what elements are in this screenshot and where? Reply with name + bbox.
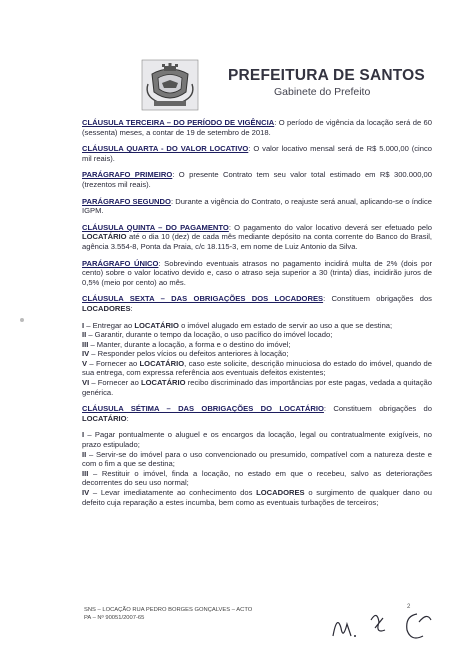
- tenant-term: LOCATÁRIO: [82, 413, 127, 423]
- clause-title: PARÁGRAFO SEGUNDO: [82, 196, 171, 206]
- list-item: [82, 488, 432, 507]
- item-number: III: [82, 339, 89, 349]
- item-text: – Pagar pontualmente o aluguel e os encargos da locação, legal ou contratualmente exigíveis, no prazo estipulado;: [82, 430, 432, 450]
- list-item: [82, 450, 432, 469]
- paragraph-first: [82, 170, 432, 189]
- clause-text: : Durante a vigência do Contrato, o reajuste será anual, aplicando-se o índice IGPM.: [82, 196, 432, 216]
- paragraph-second: [82, 197, 432, 216]
- list-item: [82, 430, 432, 449]
- item-text: – Manter, durante a locação, a forma e o destino do imóvel;: [88, 339, 291, 349]
- item-text: – Fornecer ao: [89, 378, 141, 388]
- item-text: o surgimento de qualquer dano ou defeito cuja reparação a estes incumba, bem como as eventuais turbações de terceiros;: [82, 488, 432, 507]
- clause-fourth: [82, 144, 432, 163]
- clause-title: CLÁUSULA TERCEIRA – DO PERÍODO DE VIGÊNCIA: [82, 118, 275, 127]
- item-text: – Fornecer ao: [87, 358, 140, 368]
- item-text: recibo discriminado das importâncias por este pagas, vedada a quitação genérica.: [82, 378, 432, 397]
- clause-text: : Constituem obrigações do: [323, 404, 432, 414]
- list-item: [82, 321, 432, 331]
- clause-title: PARÁGRAFO PRIMEIRO: [82, 170, 173, 180]
- contract-body: [82, 118, 432, 507]
- tenant-term: LOCATÁRIO: [82, 232, 127, 242]
- clause-title: CLÁUSULA SEXTA – DAS OBRIGAÇÕES DOS LOCADORES: [82, 294, 324, 304]
- tenant-term: LOCATÁRIO: [139, 358, 185, 368]
- clause-text: :: [130, 303, 133, 313]
- page-number: 2: [407, 604, 411, 610]
- item-number: IV: [82, 349, 90, 359]
- clause-text: : O presente Contrato tem seu valor total estimado em R$ 300.000,00 (trezentos mil reais).: [82, 170, 432, 189]
- footer-reference: SNS – LOCAÇÃO RUA PEDRO BORGES GONÇALVES – ACTO: [84, 607, 253, 613]
- list-item: [82, 469, 432, 488]
- item-text: – Responder pelos vícios ou defeitos anteriores à locação;: [89, 349, 289, 359]
- letterhead: [138, 58, 438, 110]
- clause-title: CLÁUSULA QUARTA - DO VALOR LOCATIVO: [82, 144, 249, 154]
- clause-fifth: [82, 223, 432, 252]
- item-number: IV: [82, 488, 90, 497]
- list-item: [82, 359, 432, 378]
- clause-text: : Sobrevindo eventuais atrasos no pagamento incidirá multa de 2% (dois por cento) sobre o valor locativo devido e, caso o atraso seja superior a 30 (trinta) dias, incidirão juros de 0,5% (meio por cento) ao mês.: [82, 258, 432, 287]
- item-number: III: [82, 468, 89, 478]
- list-item: [82, 340, 432, 350]
- handwritten-initials-icon: [325, 606, 445, 646]
- list-item: [82, 349, 432, 359]
- clause-text: : O valor locativo mensal será de R$ 5.000,00 (cinco mil reais).: [82, 144, 432, 163]
- item-number: II: [82, 449, 87, 459]
- item-number: I: [82, 320, 85, 330]
- list-item: [82, 378, 432, 397]
- coat-of-arms-icon: [138, 58, 202, 112]
- clause-sixth: [82, 294, 432, 313]
- clause-text: : Constituem obrigações dos: [323, 294, 432, 304]
- clause-text: : O período de vigência da locação será de 60 (sessenta) meses, a contar de 19 de setembro de 2018.: [82, 118, 432, 137]
- clause-text: até o dia 10 (dez) de cada mês mediante depósito na conta corrente do Banco do Brasil, agência 3.554-8, Ponta da Praia, c/c 18.115-3, em nome de Luiz Antonio da Silva.: [82, 232, 432, 251]
- clause-third: [82, 118, 432, 137]
- item-number: V: [82, 358, 88, 368]
- landlords-term: LOCADORES: [256, 488, 305, 497]
- clause-title: CLÁUSULA SÉTIMA – DAS OBRIGAÇÕES DO LOCATÁRIO: [82, 404, 324, 414]
- landlords-term: LOCADORES: [82, 303, 131, 313]
- document-footer: [84, 606, 252, 622]
- item-text: – Restituir o imóvel, finda a locação, no estado em que o recebeu, salvo as deteriorações decorrentes do seu uso normal;: [82, 468, 432, 488]
- tenant-term: LOCATÁRIO: [140, 378, 186, 388]
- clause-text: : O pagamento do valor locativo deverá ser efetuado pelo: [228, 222, 433, 232]
- list-item: [82, 330, 432, 340]
- item-text: o imóvel alugado em estado de servir ao uso a que se destina;: [178, 320, 393, 330]
- item-text: – Entregar ao: [84, 320, 135, 330]
- organization-name: PREFEITURA DE SANTOS: [228, 67, 425, 84]
- item-text: , caso este solicite, descrição minuciosa do estado do imóvel, quando de sua entrega, com expressa referência aos eventuais defeitos existentes;: [82, 358, 432, 378]
- footer-process-number: PA – Nº 90051/2007-65: [84, 615, 145, 621]
- item-number: II: [82, 330, 87, 340]
- tenant-term: LOCATÁRIO: [134, 320, 179, 330]
- scan-mark: [20, 318, 24, 322]
- department-name: Gabinete do Prefeito: [274, 86, 371, 98]
- clause-title: PARÁGRAFO ÚNICO: [82, 258, 159, 268]
- item-text: – Levar imediatamente ao conhecimento dos: [89, 488, 257, 497]
- item-number: VI: [82, 378, 90, 388]
- item-text: – Servir-se do imóvel para o uso convencionado ou presumido, compatível com a natureza deste e com o fim a que se destina;: [82, 449, 432, 469]
- clause-text: :: [126, 413, 129, 423]
- paragraph-single: [82, 259, 432, 288]
- item-text: – Garantir, durante o tempo da locação, o uso pacífico do imóvel locado;: [86, 330, 333, 340]
- clause-seventh: [82, 404, 432, 423]
- item-number: I: [82, 430, 85, 440]
- clause-title: CLÁUSULA QUINTA – DO PAGAMENTO: [82, 222, 229, 232]
